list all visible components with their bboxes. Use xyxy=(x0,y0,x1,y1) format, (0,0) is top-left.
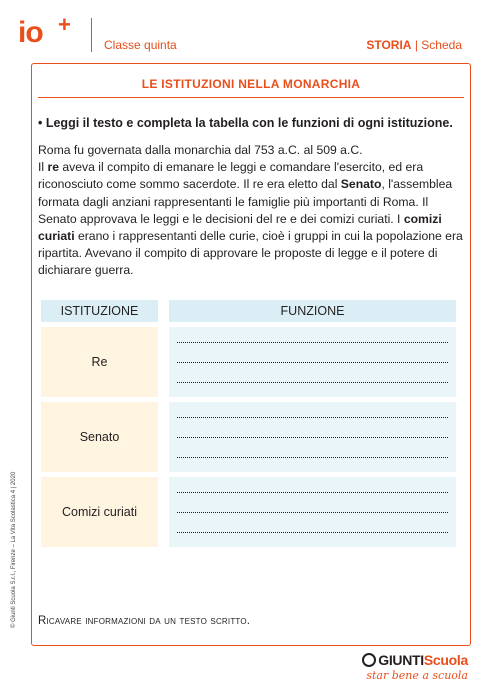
class-label: Classe quinta xyxy=(104,38,177,52)
text-segment: erano i rappresentanti delle curie, cioè i gruppi in cui la popolazione era ripartita. Avevano il compito di approvare le proposte di legge e il potere di dichiarare guerra. xyxy=(38,229,463,278)
answer-line[interactable] xyxy=(177,436,448,438)
header-divider xyxy=(91,18,92,52)
column-header-function: FUNZIONE xyxy=(169,300,456,322)
giunti-g-icon xyxy=(362,653,376,667)
institution-cell-re: Re xyxy=(41,327,158,397)
answer-line[interactable] xyxy=(177,456,448,458)
instruction: • Leggi il testo e completa la tabella con le funzioni di ogni istituzione. xyxy=(38,116,453,130)
brand-name xyxy=(362,652,468,668)
subject-name: STORIA xyxy=(366,38,412,52)
text-segment: aveva il compito di emanare le leggi e comandare l'esercito, ed era riconosciuto come sommo sacerdote. Il re era eletto dal xyxy=(38,160,424,192)
text-segment: Il xyxy=(38,160,48,175)
function-cell-comizi[interactable] xyxy=(169,477,456,547)
brand-tagline: star bene a scuola xyxy=(366,669,468,682)
main-paragraph xyxy=(38,159,466,279)
term-comizi: comizi curiati xyxy=(38,211,442,244)
answer-line[interactable] xyxy=(177,341,448,343)
answer-line[interactable] xyxy=(177,531,448,533)
brand-name-b: Scuola xyxy=(423,652,468,668)
answer-line[interactable] xyxy=(177,361,448,363)
giunti-scuola-brand xyxy=(362,652,468,682)
title-divider xyxy=(38,97,464,98)
column-header-institution: ISTITUZIONE xyxy=(41,300,158,322)
io-plus-logo xyxy=(18,14,76,54)
answer-line[interactable] xyxy=(177,381,448,383)
logo-plus-icon: + xyxy=(58,12,71,37)
term-re: re xyxy=(47,160,60,175)
learning-goal: Ricavare informazioni da un testo scritto. xyxy=(38,615,251,627)
subject-label xyxy=(366,38,462,52)
brand-name-a: GIUNTI xyxy=(378,652,424,668)
institution-cell-comizi: Comizi curiati xyxy=(41,477,158,547)
function-cell-re[interactable] xyxy=(169,327,456,397)
answer-line[interactable] xyxy=(177,491,448,493)
copyright-note: © Giunti Scuola S.r.l., Firenze – La Vita Scolastica 4 | 2020 xyxy=(11,471,17,628)
subject-separator: | xyxy=(414,38,418,52)
answer-line[interactable] xyxy=(177,416,448,418)
text-segment: , l'assemblea formata dagli anziani rappresentanti le famiglie più importanti di Roma. Il Senato approvava le leggi e le decisioni del re e dei comizi curiati. I xyxy=(38,177,453,226)
term-senato: Senato xyxy=(340,177,382,192)
intro-line: Roma fu governata dalla monarchia dal 753 a.C. al 509 a.C. xyxy=(38,143,363,157)
reading-text xyxy=(38,142,466,280)
institution-cell-senato: Senato xyxy=(41,402,158,472)
page-title: LE ISTITUZIONI NELLA MONARCHIA xyxy=(141,77,361,91)
function-cell-senato[interactable] xyxy=(169,402,456,472)
answer-line[interactable] xyxy=(177,511,448,513)
logo-text: io xyxy=(18,16,43,49)
sheet-label: Scheda xyxy=(421,38,462,52)
